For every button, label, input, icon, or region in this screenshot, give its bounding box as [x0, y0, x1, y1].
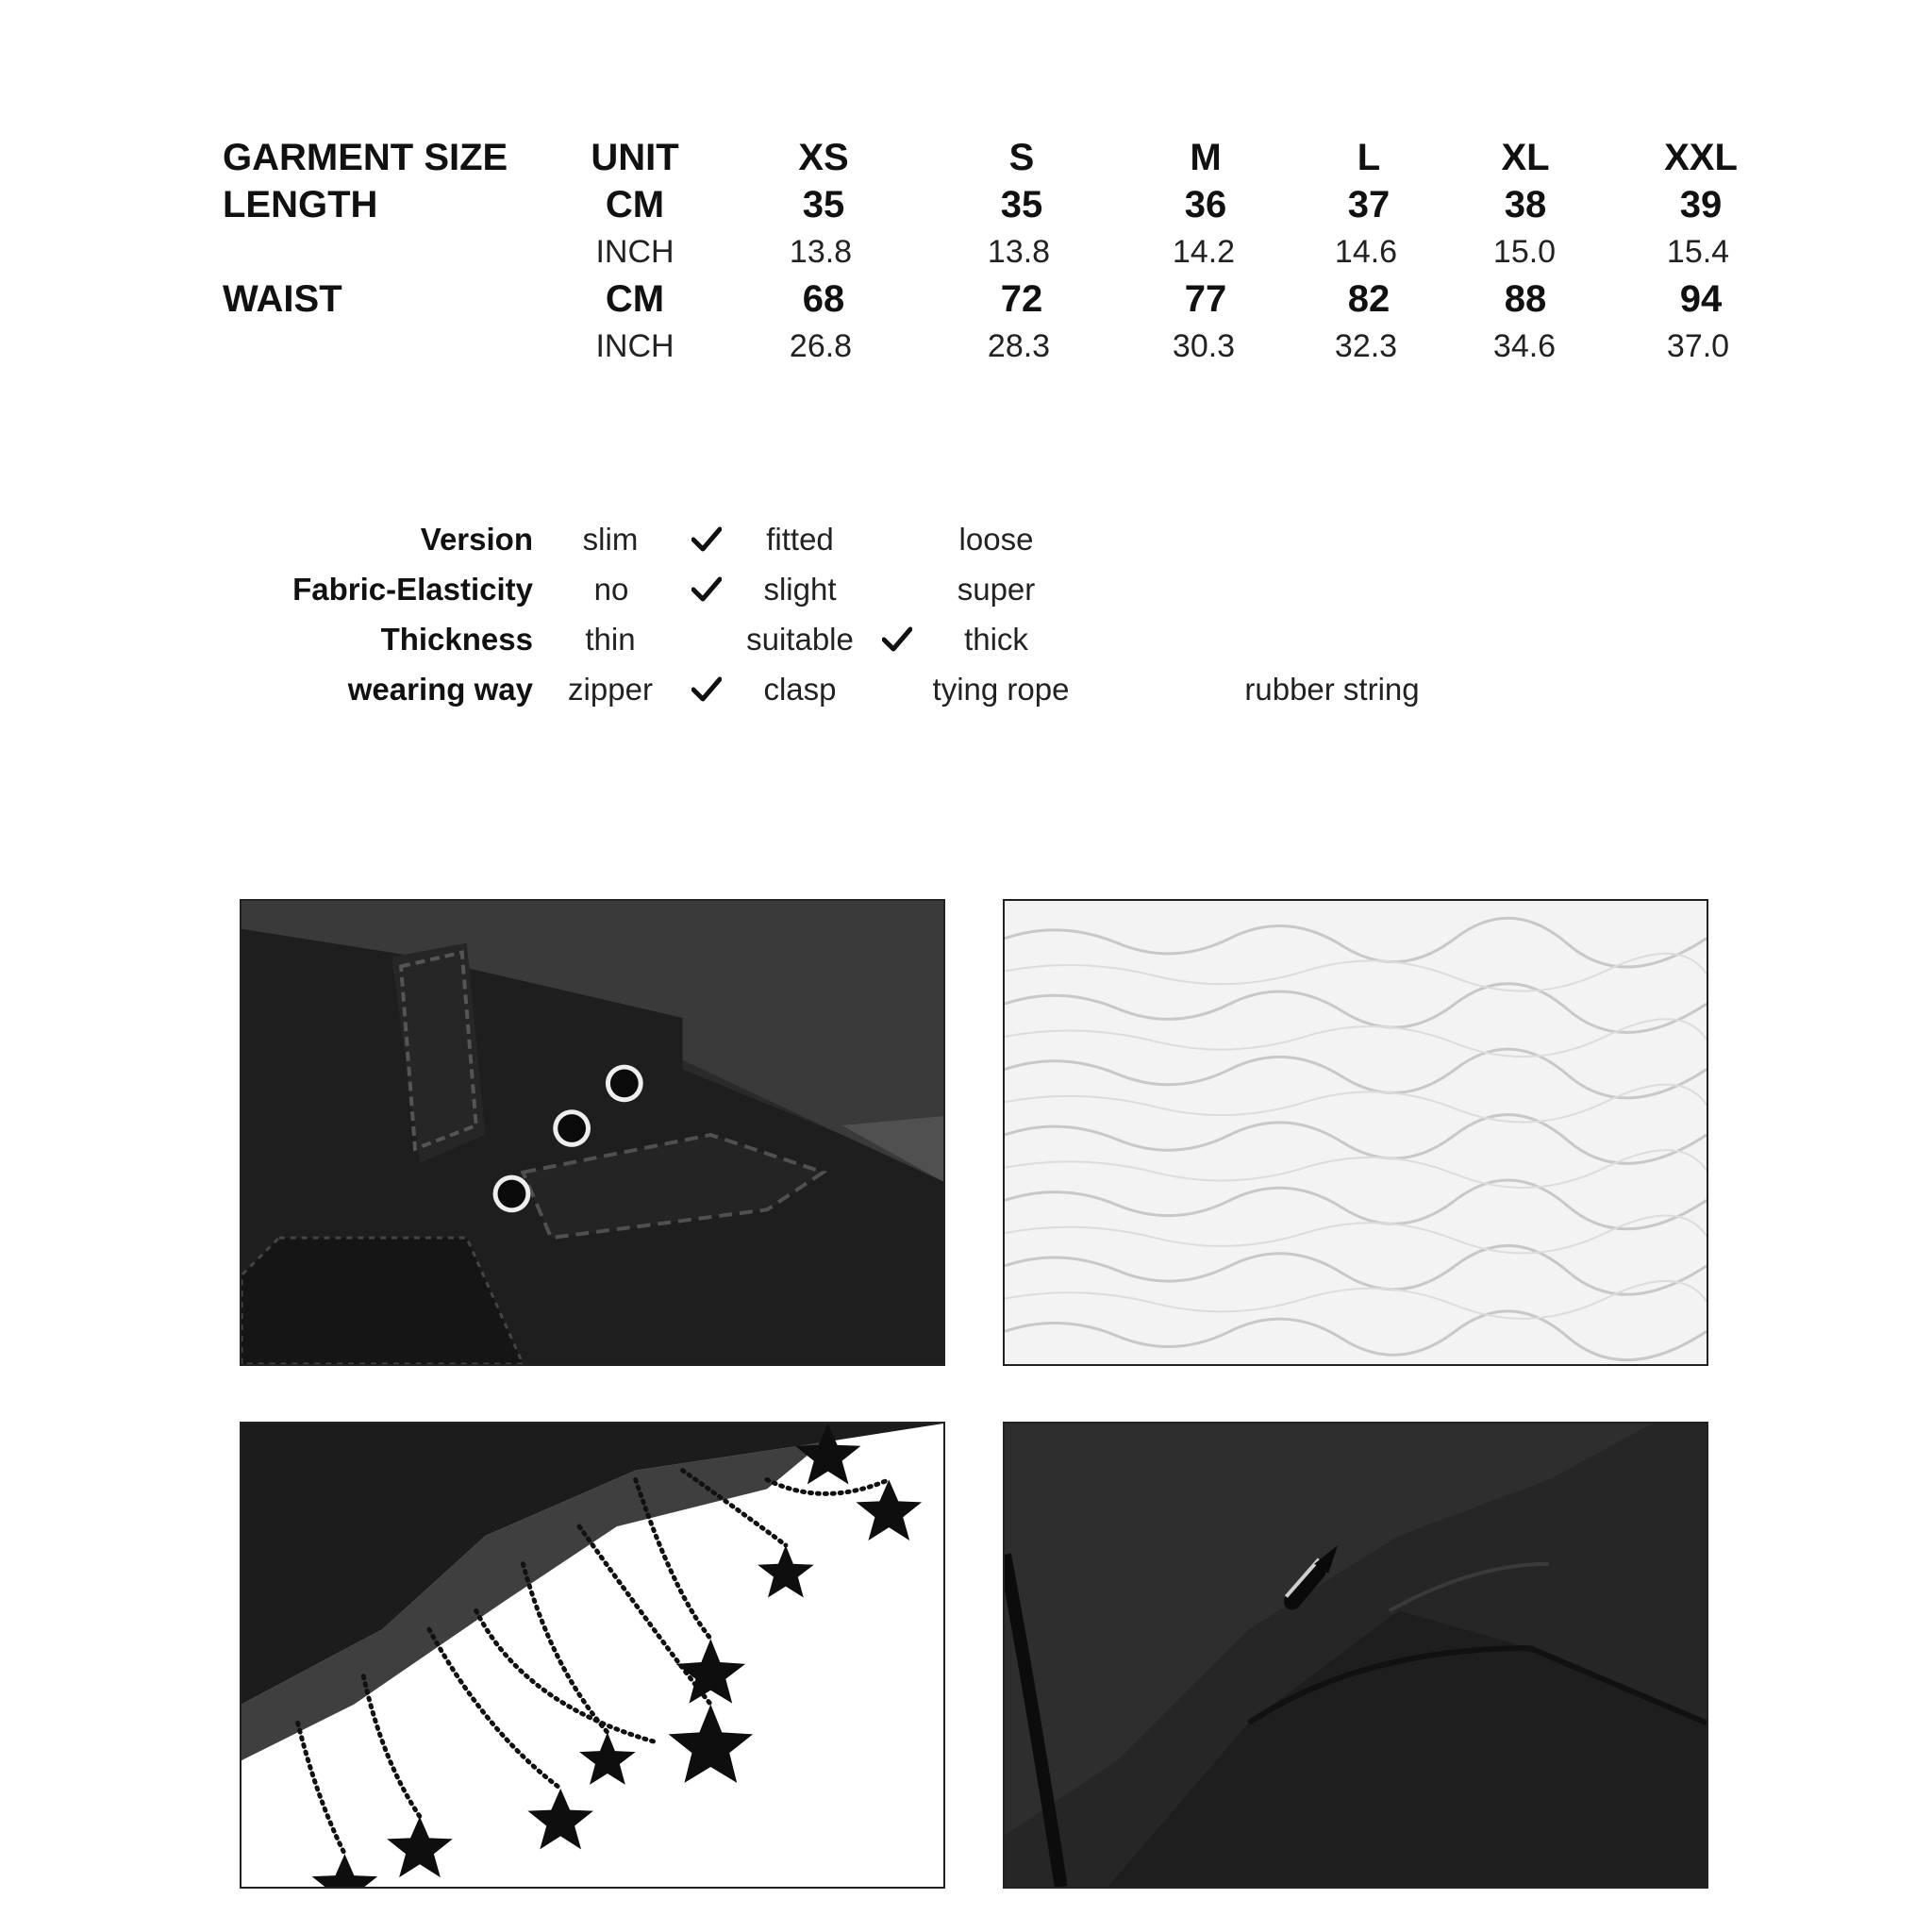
waist-cm-l: 82 [1347, 278, 1391, 320]
version-option-fitted: fitted [766, 522, 834, 557]
thickness-option-thick: thick [964, 622, 1028, 657]
star-lace-trim-photo [240, 1422, 945, 1889]
check-icon [691, 526, 722, 553]
thickness-option-suitable: suitable [746, 622, 854, 657]
wearing-option-clasp: clasp [763, 672, 837, 707]
elasticity-option-slight: slight [763, 572, 837, 607]
length-cm-xl: 38 [1504, 184, 1547, 225]
wearing-option-tying-rope: tying rope [932, 672, 1070, 707]
waist-inch-l: 32.3 [1334, 328, 1398, 364]
size-xl-header: XL [1501, 137, 1550, 178]
wearing-way-label: wearing way [347, 672, 533, 707]
waist-cm-xl: 88 [1504, 278, 1547, 320]
waist-cm-unit: CM [605, 278, 665, 320]
waist-inch-xxl: 37.0 [1666, 328, 1730, 364]
length-inch-xxl: 15.4 [1666, 234, 1730, 270]
wearing-option-rubber-string: rubber string [1244, 672, 1420, 707]
length-inch-m: 14.2 [1172, 234, 1236, 270]
check-icon [691, 676, 722, 703]
length-cm-xxl: 39 [1679, 184, 1723, 225]
size-xxl-header: XXL [1664, 137, 1738, 178]
waist-inch-xl: 34.6 [1492, 328, 1557, 364]
white-ruffle-fabric-photo [1003, 899, 1708, 1366]
waist-inch-unit: INCH [595, 328, 675, 364]
version-option-slim: slim [582, 522, 639, 557]
length-inch-xl: 15.0 [1492, 234, 1557, 270]
elasticity-option-no: no [593, 572, 629, 607]
waist-inch-s: 28.3 [987, 328, 1051, 364]
waist-inch-m: 30.3 [1172, 328, 1236, 364]
waist-inch-xs: 26.8 [789, 328, 853, 364]
length-inch-s: 13.8 [987, 234, 1051, 270]
version-option-loose: loose [958, 522, 1034, 557]
wearing-option-zipper: zipper [568, 672, 653, 707]
size-l-header: L [1357, 137, 1381, 178]
length-label: LENGTH [223, 184, 378, 225]
waist-cm-xxl: 94 [1679, 278, 1723, 320]
thickness-label: Thickness [380, 622, 533, 657]
size-m-header: M [1190, 137, 1222, 178]
length-cm-l: 37 [1347, 184, 1391, 225]
length-cm-s: 35 [1000, 184, 1043, 225]
thickness-option-thin: thin [585, 622, 636, 657]
version-label: Version [420, 522, 533, 557]
size-s-header: S [1008, 137, 1035, 178]
waist-cm-s: 72 [1000, 278, 1043, 320]
waist-cm-m: 77 [1184, 278, 1227, 320]
elasticity-option-super: super [957, 572, 1036, 607]
garment-size-header: GARMENT SIZE [223, 137, 508, 178]
fabric-elasticity-label: Fabric-Elasticity [292, 572, 533, 607]
length-inch-unit: INCH [595, 234, 675, 270]
waist-cm-xs: 68 [802, 278, 845, 320]
length-cm-unit: CM [605, 184, 665, 225]
check-icon [691, 576, 722, 603]
length-inch-xs: 13.8 [789, 234, 853, 270]
length-cm-m: 36 [1184, 184, 1227, 225]
unit-header: UNIT [591, 137, 679, 178]
check-icon [882, 626, 912, 653]
collar-buttons-photo [240, 899, 945, 1366]
size-xs-header: XS [798, 137, 849, 178]
length-inch-l: 14.6 [1334, 234, 1398, 270]
waist-label: WAIST [223, 278, 342, 320]
length-cm-xs: 35 [802, 184, 845, 225]
hidden-zipper-photo [1003, 1422, 1708, 1889]
